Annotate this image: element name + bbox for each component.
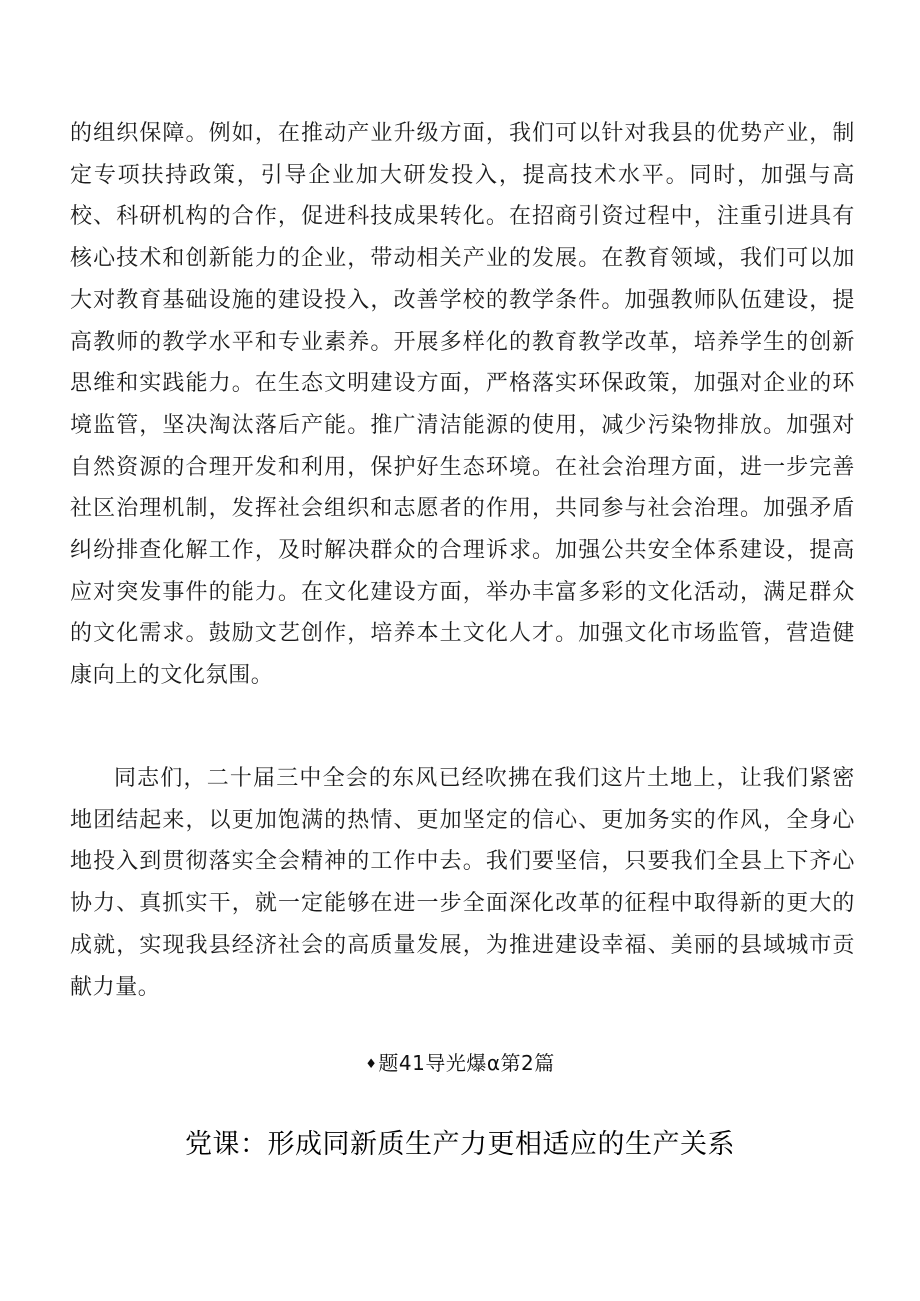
diamond-icon: ♦ xyxy=(365,1057,378,1072)
section-divider xyxy=(0,1047,920,1076)
body-paragraph-1: 的组织保障。例如，在推动产业升级方面，我们可以针对我县的优势产业，制定专项扶持政策，引导企业加大研发投入，提高技术水平。同时，加强与高校、科研机构的合作，促进科技成果转化。在招商引资过程中，注重引进具有核心技术和创新能力的企业，带动相关产业的发展。在教育领域，我们可以加大对教育基础设施的建设投入，改善学校的教学条件。加强教师队伍建设，提高教师的教学水平和专业素养。开展多样化的教育教学改革，培养学生的创新思维和实践能力。在生态文明建设方面，严格落实环保政策，加强对企业的环境监管，坚决淘汰落后产能。推广清洁能源的使用，减少污染物排放。加强对自然资源的合理开发和利用，保护好生态环境。在社会治理方面，进一步完善社区治理机制，发挥社会组织和志愿者的作用，共同参与社会治理。加强矛盾纠纷排查化解工作，及时解决群众的合理诉求。加强公共安全体系建设，提高应对突发事件的能力。在文化建设方面，举办丰富多彩的文化活动，满足群众的文化需求。鼓励文艺创作，培养本土文化人才。加强文化市场监管，营造健康向上的文化氛围。 xyxy=(70,121,855,689)
article-title: 党课：形成同新质生产力更相适应的生产关系 xyxy=(185,1129,735,1160)
body-paragraph-2: 同志们，二十届三中全会的东风已经吹拂在我们这片土地上，让我们紧密地团结起来，以更加饱满的热情、更加坚定的信心、更加务实的作风，全身心地投入到贯彻落实全会精神的工作中去。我们要坚信，只要我们全县上下齐心协力、真抓实干，就一定能够在进一步全面深化改革的征程中取得新的更大的成就，实现我县经济社会的高质量发展，为推进建设幸福、美丽的县域城市贡献力量。 xyxy=(70,766,855,1000)
section-divider-label: 题41导光爆α第2篇 xyxy=(378,1051,555,1075)
